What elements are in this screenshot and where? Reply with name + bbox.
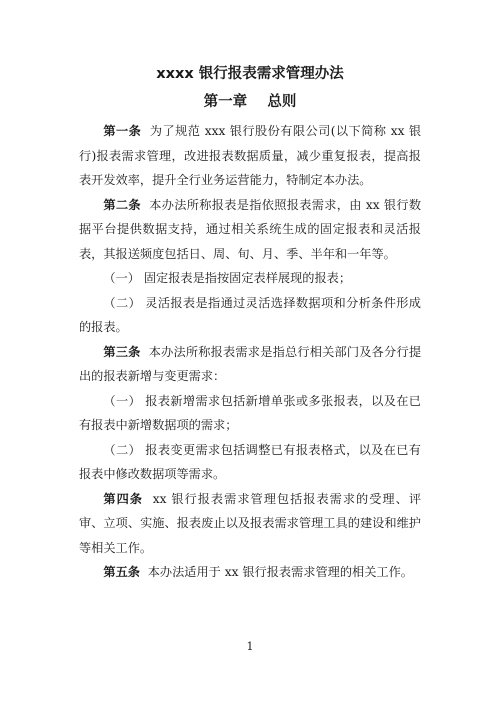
clause-paragraph (79, 291, 421, 340)
document-body (79, 119, 421, 585)
clause-paragraph (79, 438, 421, 487)
paragraph-text: 为了规范 xxx 银行股份有限公司(以下简称 xx 银行)报表需求管理，改进报表数据质量，减少重复报表，提高报表开发效率，提升全行业务运营能力，特制定本办法。 (79, 124, 422, 187)
article-paragraph (79, 193, 421, 267)
page-number: 1 (246, 640, 254, 653)
paragraph-text: （二） 灵活报表是指通过灵活选择数据项和分析条件形成的报表。 (79, 295, 421, 334)
article-label: 第三条 (103, 344, 141, 359)
chapter-heading: 第一章 总则 (203, 94, 297, 110)
paragraph-text: xx 银行报表需求管理包括报表需求的受理、评审、立项、实施、报表废止以及报表需求管理工具的建设和维护等相关工作。 (79, 491, 422, 555)
paragraph-text: 本办法所称报表是指依照报表需求，由 xx 银行数据平台提供数据支持，通过相关系统生成的固定报表和灵活报表，其报送频度包括日、周、旬、月、季、半年和一年等。 (79, 197, 422, 261)
article-paragraph (79, 487, 421, 561)
paragraph-text: 本办法所称报表需求是指总行相关部门及各分行提出的报表新增与变更需求： (79, 344, 422, 383)
article-label: 第一条 (103, 124, 142, 138)
paragraph-text: （二） 报表变更需求包括调整已有报表格式，以及在已有报表中修改数据项等需求。 (79, 442, 421, 481)
article-paragraph (79, 560, 421, 585)
article-paragraph (79, 119, 421, 193)
clause-paragraph (79, 266, 421, 291)
document-title: xxxx 银行报表需求管理办法 (156, 66, 344, 82)
article-label: 第二条 (103, 197, 141, 212)
paragraph-text: 本办法适用于 xx 银行报表需求管理的相关工作。 (147, 565, 413, 579)
article-paragraph (79, 340, 421, 389)
article-label: 第五条 (103, 565, 140, 579)
article-label: 第四条 (103, 491, 143, 506)
paragraph-text: （一） 报表新增需求包括新增单张或多张报表，以及在已有报表中新增数据项的需求； (79, 393, 421, 432)
paragraph-text: （一） 固定报表是指按固定表样展现的报表； (103, 271, 352, 285)
clause-paragraph (79, 389, 421, 438)
